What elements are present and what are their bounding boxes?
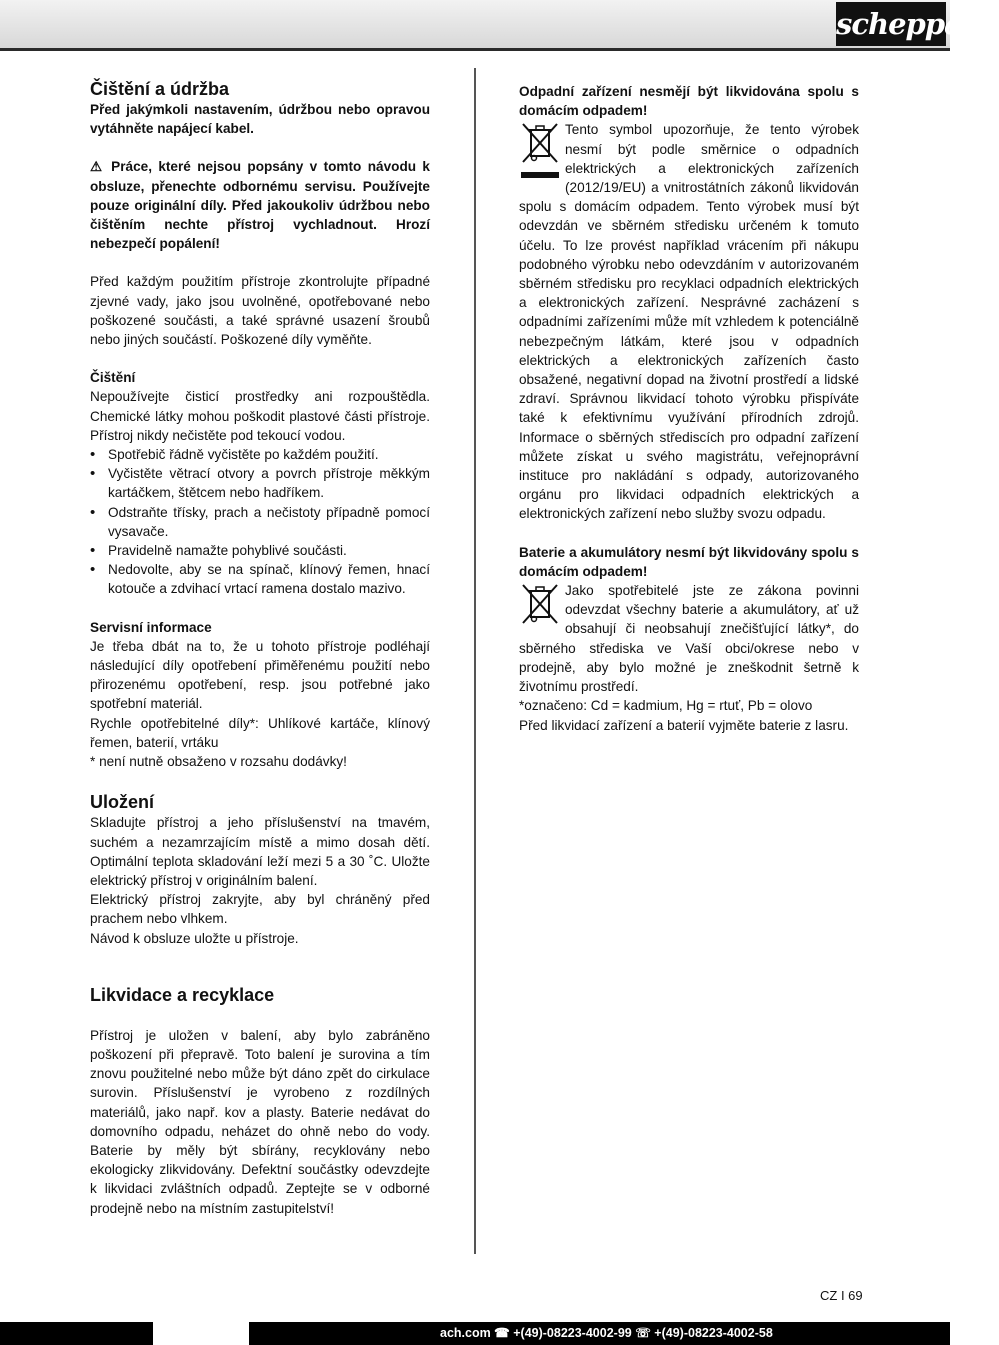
page-number: CZ I 69 <box>820 1288 863 1303</box>
heading-storage: Uložení <box>90 792 155 813</box>
brand-logo: scheppach <box>836 2 946 46</box>
delivery-note: * není nutně obsaženo v rozsahu dodávky! <box>90 754 347 770</box>
footer-bar <box>0 1322 950 1345</box>
list-item: • Vyčistěte větrací otvory a povrch přístroje měkkým kartáčkem, štětcem nebo hadříkem. <box>90 464 430 502</box>
heading-cleaning: Čištění <box>90 370 136 386</box>
crossed-bin-battery-icon <box>519 581 563 630</box>
header-bar <box>0 0 950 48</box>
remove-battery-note: Před likvidací zařízení a baterií vyjměte baterie z lasru. <box>519 717 849 733</box>
footer-gap <box>153 1322 249 1345</box>
battery-paragraph: Jako spotřebitelé jste ze zákona povinni odevzdat všechny baterie a akumulátory, ať už obsahují či neobsahují znečišťující látky*, do sběrného střediska ve Vaší obci/okrese nebo v prodejně, aby bylo možné je zneškodnit šetrně k životnímu prostředí. <box>519 583 859 695</box>
crossed-bin-icon <box>519 120 563 187</box>
list-item: • Nedovolte, aby se na spínač, klínový řemen, hnací kotouče a zdvihací vrtací ramena dostalo mazivo. <box>90 560 430 598</box>
cover-paragraph: Elektrický přístroj zakryjte, aby byl chráněný před prachem nebo vlhkem. <box>90 892 430 927</box>
footer-contact: ach.com ☎ +(49)-08223-4002-99 ☏ +(49)-08223-4002-58 <box>440 1326 773 1340</box>
heading-battery: Baterie a akumulátory nesmí být likvidovány spolu s domácím odpadem! <box>519 544 859 579</box>
cleaning-list <box>90 445 430 599</box>
weee-paragraph: Tento symbol upozorňuje, že tento výrobek nesmí být podle směrnice o odpadních elektrických a elektronických zařízeních (2012/19/EU) a vnitrostátních zákonů likvidován spolu s domácím odpadem. Tento výrobek musí být odevzdán ve sběrném středisku určeném k tomuto účelu. To lze provést například vrácením při nákupu podobného výrobku nebo odevzdáním v autorizovaném sběrném středisku pro recyklaci odpadních elektrických a elektronických zařízení. Nesprávné zacházení s odpadními zařízeními může mít vzhledem k potenciálně nebezpečným látkám, které jsou v odpadních elektrických a elektronických zařízeních často obsažené, negativní dopad na životní prostředí a lidské zdraví. Správnou likvidací tohoto výrobku přispíváte také k efektivnímu využívání přírodních zdrojů. Informace o sběrných střediscích pro odpadní zařízení můžete získat u svého magistrátu, veřejnoprávní instituce pro nakládání s odpady, autorizovaného orgánu pro likvidaci odpadních elektrických a elektronických zařízení nebo služby svozu odpadu. <box>519 122 859 522</box>
cleaning-paragraph: Nepoužívejte čisticí prostředky ani rozpouštědla. Chemické látky mohou poškodit plastové části přístroje. Přístroj nikdy nečistěte pod tekoucí vodou. <box>90 389 430 443</box>
header-rule <box>0 48 950 51</box>
list-item: • Odstraňte třísky, prach a nečistoty případně pomocí vysavače. <box>90 503 430 541</box>
heading-disposal: Likvidace a recyklace <box>90 984 275 1005</box>
disposal-paragraph: Přístroj je uložen v balení, aby bylo zabráněno poškození při přepravě. Toto balení je surovina a tím znovu použitelné nebo může být dáno zpět do cirkulace surovin. Příslušenství je vyrobeno z rozdílných materiálů, jako např. kov a plasty. Baterie nedávat do domovního odpadu, neházet do ohně nebo do vody. Baterie by měly být sbírány, recyklovány nebo ekologicky zlikvidovány. Defektní součástky odevzdejte k likvidaci zvláštních odpadů. Zeptejte se v odborné prodejně nebo na místním zastupitelství! <box>90 1027 430 1216</box>
heading-weee: Odpadní zařízení nesmějí být likvidována spolu s domácím odpadem! <box>519 84 859 119</box>
heading-service-info: Servisní informace <box>90 619 212 635</box>
heading-cleaning-maintenance: Čištění a údržba <box>90 79 230 99</box>
column-divider <box>474 68 476 1254</box>
manual-storage: Návod k obsluze uložte u přístroje. <box>90 930 299 946</box>
service-paragraph: Je třeba dbát na to, že u tohoto přístroje podléhají následující díly opotřebení přiměřenému použití nebo přirozenému opotřebení, resp. jsou potřebné jako spotřební materiál. <box>90 638 430 712</box>
unplug-warning: Před jakýmkoli nastavením, údržbou nebo opravou vytáhněte napájecí kabel. <box>90 102 430 137</box>
left-column <box>90 78 430 1218</box>
wear-parts: Rychle opotřebitelné díly*: Uhlíkové kartáče, klínový řemen, baterií, vrtáku <box>90 715 430 750</box>
substance-note: *označeno: Cd = kadmium, Hg = rtuť, Pb = olovo <box>519 698 813 714</box>
list-item: • Pravidelně namažte pohyblivé součásti. <box>90 541 430 560</box>
service-warning: ⚠ Práce, které nejsou popsány v tomto návodu k obsluze, přenechte odbornému servisu. Používejte pouze originální díly. Před jakoukoliv údržbou nebo čištěním nechte přístroj vychladnout. Hrozí nebezpečí popálení! <box>90 159 430 252</box>
right-column <box>519 82 859 735</box>
storage-paragraph: Skladujte přístroj a jeho příslušenství na tmavém, suchém a nezamrzajícím místě a mimo dosah dětí. Optimální teplota skladování leží mezi 5 a 30 ˚C. Uložte elektrický přístroj v originálním balení. <box>90 815 430 888</box>
inspection-paragraph: Před každým použitím přístroje zkontrolujte případné zjevné vady, jako jsou uvolněné, opotřebované nebo poškozené součásti, a také správné usazení šroubů nebo jiných součástí. Poškozené díly vyměňte. <box>90 274 430 348</box>
list-item: • Spotřebič řádně vyčistěte po každém použití. <box>90 445 430 464</box>
